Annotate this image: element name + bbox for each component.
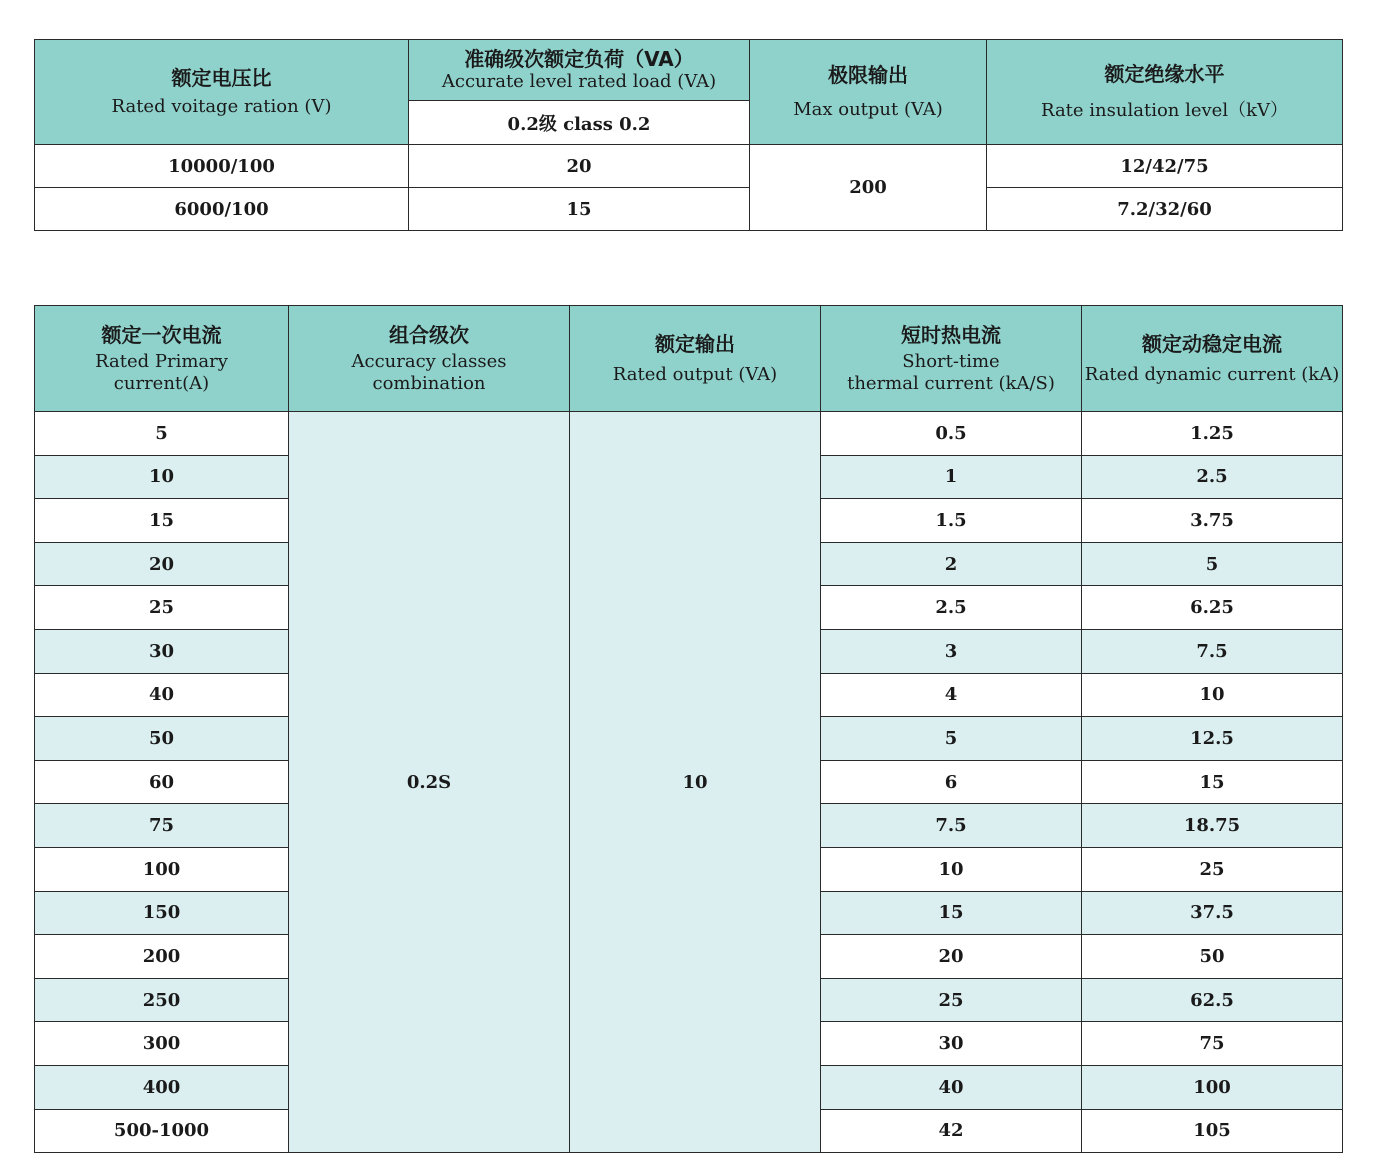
cell-load: 20 xyxy=(409,145,750,188)
cell-thermal: 25 xyxy=(821,978,1082,1022)
cell-dynamic: 37.5 xyxy=(1082,891,1343,935)
cell-thermal: 4 xyxy=(821,673,1082,717)
header-cn: 组合级次 xyxy=(389,322,469,347)
voltage-specs-table xyxy=(34,39,1343,231)
cell-thermal: 42 xyxy=(821,1109,1082,1153)
header-en: Rated dynamic current (kA) xyxy=(1084,363,1340,385)
cell-dynamic: 6.25 xyxy=(1082,586,1343,630)
cell-dynamic: 1.25 xyxy=(1082,412,1343,456)
cell-thermal: 1 xyxy=(821,455,1082,499)
cell-dynamic: 18.75 xyxy=(1082,804,1343,848)
class-label: 0.2级 class 0.2 xyxy=(507,113,651,135)
cell-primary: 60 xyxy=(35,760,289,804)
header-en: Short-time xyxy=(902,350,1000,372)
cell-dynamic: 75 xyxy=(1082,1022,1343,1066)
cell-primary: 10 xyxy=(35,455,289,499)
cell-dynamic: 10 xyxy=(1082,673,1343,717)
cell-thermal: 40 xyxy=(821,1065,1082,1109)
cell-dynamic: 100 xyxy=(1082,1065,1343,1109)
cell-primary: 50 xyxy=(35,717,289,761)
cell-max-output: 200 xyxy=(750,145,987,231)
header-cn: 准确级次额定负荷（VA） xyxy=(464,47,694,71)
cell-dynamic: 7.5 xyxy=(1082,629,1343,673)
header-rated-voltage xyxy=(35,40,409,145)
header-accuracy-classes xyxy=(289,306,570,412)
cell-primary: 500-1000 xyxy=(35,1109,289,1153)
cell-primary: 300 xyxy=(35,1022,289,1066)
header-short-time-thermal xyxy=(821,306,1082,412)
header-en: Rate insulation level（kV） xyxy=(1040,100,1288,121)
cell-voltage: 6000/100 xyxy=(35,188,409,231)
header-cn: 额定电压比 xyxy=(171,66,272,90)
table-row xyxy=(35,412,1343,456)
header-rated-dynamic xyxy=(1082,306,1343,412)
cell-primary: 40 xyxy=(35,673,289,717)
table-row xyxy=(35,188,1343,231)
cell-thermal: 10 xyxy=(821,847,1082,891)
cell-insulation: 12/42/75 xyxy=(987,145,1343,188)
header-en: Rated voitage ration (V) xyxy=(111,96,332,117)
cell-thermal: 30 xyxy=(821,1022,1082,1066)
header-cn: 额定一次电流 xyxy=(101,322,222,347)
header-cn: 额定输出 xyxy=(655,331,735,356)
header-cn: 极限输出 xyxy=(828,63,908,87)
cell-accuracy: 0.2S xyxy=(289,412,570,1153)
cell-dynamic: 5 xyxy=(1082,542,1343,586)
cell-primary: 20 xyxy=(35,542,289,586)
cell-dynamic: 12.5 xyxy=(1082,717,1343,761)
table-row xyxy=(35,145,1343,188)
header-rated-primary-current xyxy=(35,306,289,412)
cell-primary: 15 xyxy=(35,499,289,543)
cell-dynamic: 62.5 xyxy=(1082,978,1343,1022)
cell-primary: 30 xyxy=(35,629,289,673)
cell-primary: 75 xyxy=(35,804,289,848)
cell-thermal: 5 xyxy=(821,717,1082,761)
header-en: Accurate level rated load (VA) xyxy=(441,71,717,92)
cell-voltage: 10000/100 xyxy=(35,145,409,188)
cell-dynamic: 2.5 xyxy=(1082,455,1343,499)
cell-primary: 100 xyxy=(35,847,289,891)
cell-primary: 25 xyxy=(35,586,289,630)
cell-primary: 200 xyxy=(35,935,289,979)
cell-thermal: 20 xyxy=(821,935,1082,979)
header-cn: 短时热电流 xyxy=(901,322,1001,347)
cell-thermal: 3 xyxy=(821,629,1082,673)
cell-output: 10 xyxy=(570,412,821,1153)
header-max-output xyxy=(750,40,987,145)
cell-dynamic: 50 xyxy=(1082,935,1343,979)
cell-insulation: 7.2/32/60 xyxy=(987,188,1343,231)
cell-primary: 400 xyxy=(35,1065,289,1109)
cell-dynamic: 105 xyxy=(1082,1109,1343,1153)
cell-thermal: 1.5 xyxy=(821,499,1082,543)
cell-dynamic: 25 xyxy=(1082,847,1343,891)
cell-thermal: 15 xyxy=(821,891,1082,935)
header-en: current(A) xyxy=(113,372,210,394)
header-insulation-level xyxy=(987,40,1343,145)
header-accurate-load xyxy=(409,40,750,101)
header-en: combination xyxy=(372,372,486,394)
cell-thermal: 0.5 xyxy=(821,412,1082,456)
cell-dynamic: 3.75 xyxy=(1082,499,1343,543)
header-cn: 额定动稳定电流 xyxy=(1142,331,1282,356)
header-rated-output xyxy=(570,306,821,412)
cell-dynamic: 15 xyxy=(1082,760,1343,804)
header-en: Accuracy classes xyxy=(351,350,507,372)
header-en: thermal current (kA/S) xyxy=(847,372,1055,394)
header-en: Rated Primary xyxy=(95,350,228,372)
header-class-0-2 xyxy=(409,101,750,145)
cell-primary: 150 xyxy=(35,891,289,935)
current-specs-table xyxy=(34,305,1343,1153)
cell-thermal: 6 xyxy=(821,760,1082,804)
header-cn: 额定绝缘水平 xyxy=(1104,62,1225,86)
cell-thermal: 2.5 xyxy=(821,586,1082,630)
cell-thermal: 2 xyxy=(821,542,1082,586)
cell-load: 15 xyxy=(409,188,750,231)
header-en: Max output (VA) xyxy=(793,99,943,120)
cell-thermal: 7.5 xyxy=(821,804,1082,848)
header-en: Rated output (VA) xyxy=(612,363,778,385)
cell-primary: 250 xyxy=(35,978,289,1022)
cell-primary: 5 xyxy=(35,412,289,456)
